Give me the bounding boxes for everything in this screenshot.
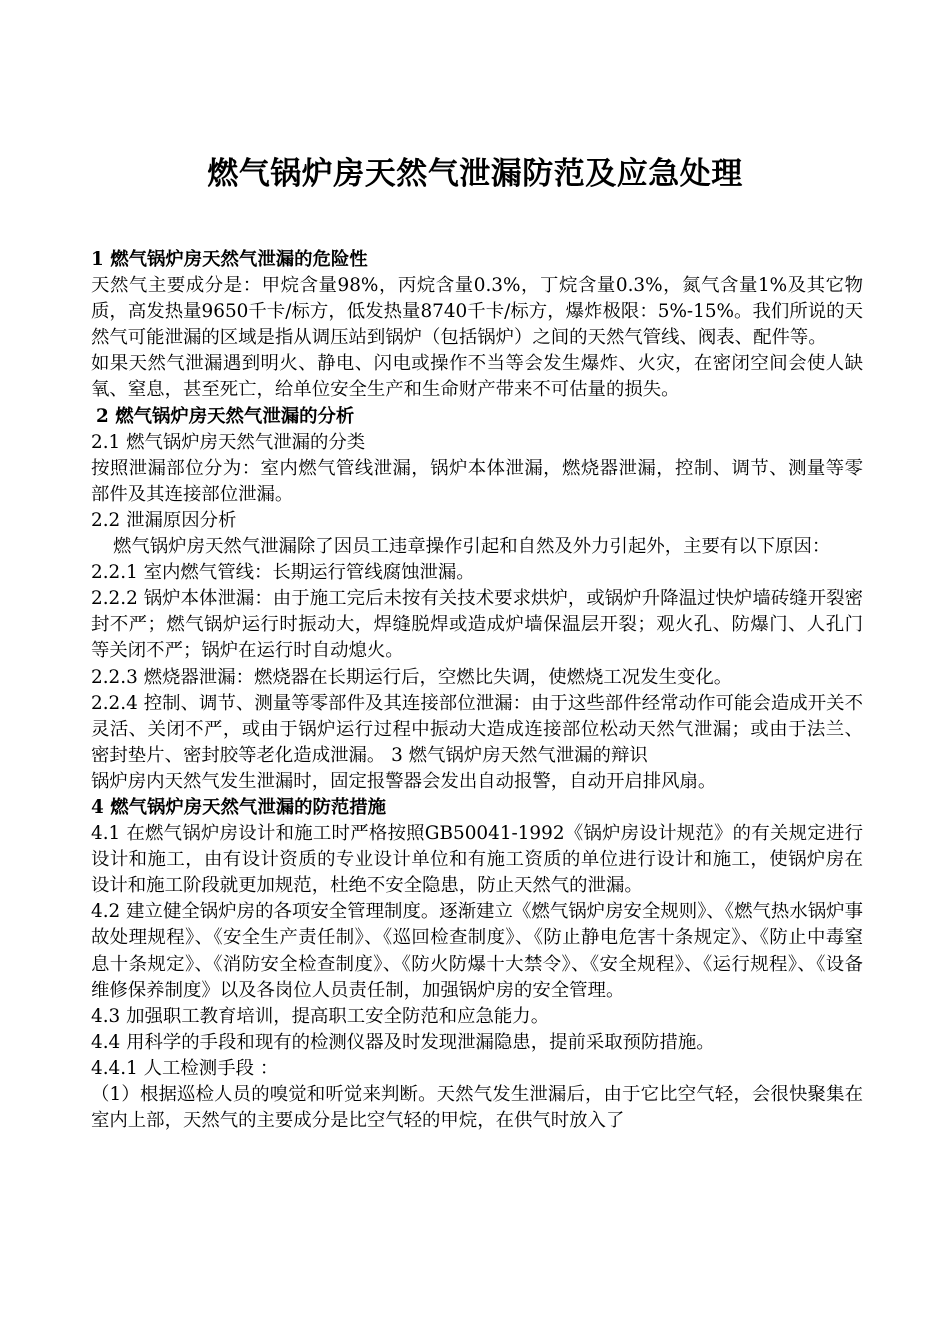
body-paragraph: 天然气主要成分是：甲烷含量98%，丙烷含量0.3%，丁烷含量0.3%，氮气含量1%及其它物质，高发热量9650千卡/标方，低发热量8740千卡/标方，爆炸极限：5%-15%。我们所说的天然气可能泄漏的区域是指从调压站到锅炉（包括锅炉）之间的天然气管线、阀表、配件等。: [91, 275, 863, 349]
body-paragraph: 燃气锅炉房天然气泄漏除了因员工违章操作引起和自然及外力引起外，主要有以下原因：: [113, 536, 831, 558]
body-paragraph: 4.3 加强职工教育培训，提高职工安全防范和应急能力。: [91, 1005, 550, 1027]
body-paragraph: 按照泄漏部位分为：室内燃气管线泄漏，锅炉本体泄漏，燃烧器泄漏，控制、调节、测量等零部件及其连接部位泄漏。: [91, 457, 863, 505]
body-paragraph: 锅炉房内天然气发生泄漏时，固定报警器会发出自动报警，自动开启排风扇。: [91, 770, 717, 792]
body-paragraph: （1）根据巡检人员的嗅觉和听觉来判断。天然气发生泄漏后，由于它比空气轻，会很快聚集在室内上部，天然气的主要成分是比空气轻的甲烷，在供气时放入了: [91, 1084, 863, 1132]
section-heading: 2 燃气锅炉房天然气泄漏的分析: [96, 405, 355, 427]
body-paragraph: 2.2.2 锅炉本体泄漏：由于施工完后未按有关技术要求烘炉，或锅炉升降温过快炉墙砖缝开裂密封不严；燃气锅炉运行时振动大，焊缝脱焊或造成炉墙保温层开裂；观火孔、防爆门、人孔门等关闭不严；锅炉在运行时自动熄火。: [91, 588, 863, 662]
body-paragraph: 2.2.1 室内燃气管线：长期运行管线腐蚀泄漏。: [91, 562, 475, 584]
body-paragraph: 4.4.1 人工检测手段 ：: [91, 1057, 279, 1079]
body-paragraph: 4.4 用科学的手段和现有的检测仪器及时发现泄漏隐患，提前采取预防措施。: [91, 1031, 715, 1053]
section-heading: 4 燃气锅炉房天然气泄漏的防范措施: [91, 796, 387, 818]
body-paragraph: 2.2 泄漏原因分析: [91, 509, 237, 531]
document-title: 燃气锅炉房天然气泄漏防范及应急处理: [207, 156, 743, 192]
body-paragraph: 2.2.3 燃烧器泄漏：燃烧器在长期运行后，空燃比失调，使燃烧工况发生变化。: [91, 666, 733, 688]
document-body: [91, 247, 863, 1134]
section-heading: 1 燃气锅炉房天然气泄漏的危险性: [91, 249, 368, 270]
body-paragraph: 4.1 在燃气锅炉房设计和施工时严格按照GB50041-1992《锅炉房设计规范》的有关规定进行设计和施工，由有设计资质的专业设计单位和有施工资质的单位进行设计和施工，使锅炉房在设计和施工阶段就更加规范，杜绝不安全隐患，防止天然气的泄漏。: [91, 823, 863, 897]
body-paragraph: 4.2 建立健全锅炉房的各项安全管理制度。逐渐建立《燃气锅炉房安全规则》、《燃气热水锅炉事故处理规程》、《安全生产责任制》、《巡回检查制度》、《防止静电危害十条规定》、《防止中毒窒息十条规定》、《消防安全检查制度》、《防火防爆十大禁令》、《安全规程》、《运行规程》、《设备维修保养制度》以及各岗位人员责任制，加强锅炉房的安全管理。: [91, 901, 863, 1001]
body-paragraph: 2.1 燃气锅炉房天然气泄漏的分类: [91, 431, 366, 453]
body-paragraph: 2.2.4 控制、调节、测量等零部件及其连接部位泄漏：由于这些部件经常动作可能会造成开关不灵活、关闭不严，或由于锅炉运行过程中振动大造成连接部位松动天然气泄漏；或由于法兰、密封垫片、密封胶等老化造成泄漏。 3 燃气锅炉房天然气泄漏的辩识: [91, 692, 863, 766]
body-paragraph: 如果天然气泄漏遇到明火、静电、闪电或操作不当等会发生爆炸、火灾，在密闭空间会使人缺氧、窒息，甚至死亡，给单位安全生产和生命财产带来不可估量的损失。: [91, 353, 863, 401]
